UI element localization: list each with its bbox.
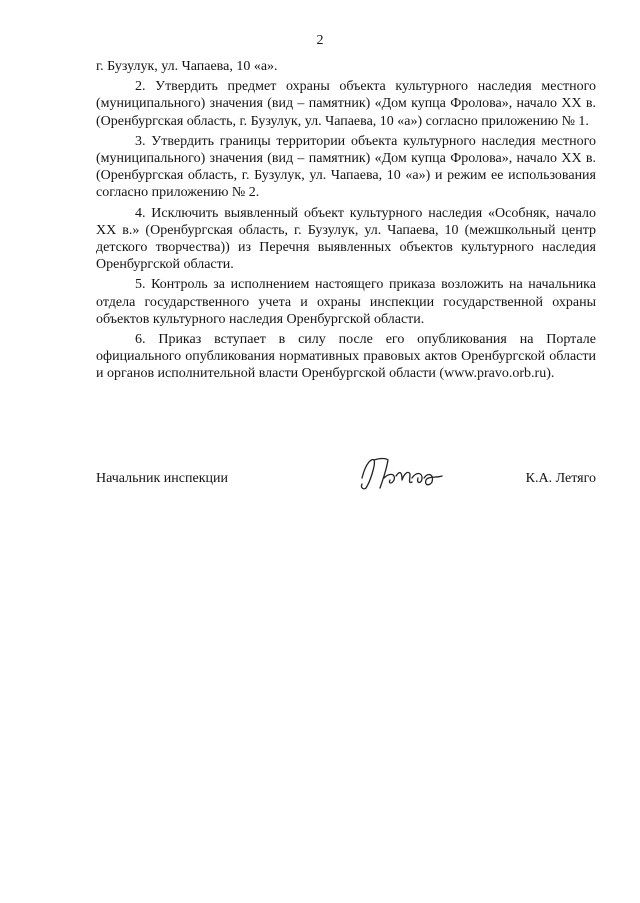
paragraph-item-3: 3. Утвердить границы территории объекта культурного наследия местного (муниципального) значения (вид – памятник) «Дом купца Фролова», начало ХХ в. (Оренбургская область, г. Бузулук, ул. Чапаева, 10 «а») и режим ее использования согласно приложению № 2. xyxy=(96,133,596,201)
paragraph-item-6: 6. Приказ вступает в силу после его опубликования на Портале официального опубликования нормативных правовых актов Оренбургской области и органов исполнительной власти Оренбургской области (www.pravo.orb.ru). xyxy=(96,332,596,382)
paragraph-address-continuation: г. Бузулук, ул. Чапаева, 10 «а». xyxy=(96,59,278,74)
page-number: 2 xyxy=(316,33,324,48)
paragraph-item-5: 5. Контроль за исполнением настоящего приказа возложить на начальника отдела государственного учета и охраны инспекции государственной охраны объектов культурного наследия Оренбургской области. xyxy=(96,277,596,327)
signatory-title: Начальник инспекции xyxy=(96,471,228,486)
signature-block xyxy=(96,460,596,500)
paragraph-item-2: 2. Утвердить предмет охраны объекта культурного наследия местного (муниципального) значения (вид – памятник) «Дом купца Фролова», начало ХХ в. (Оренбургская область, г. Бузулук, ул. Чапаева, 10 «а») согласно приложению № 1. xyxy=(96,79,596,129)
handwritten-signature xyxy=(352,452,452,494)
signatory-name: К.А. Летяго xyxy=(525,471,596,486)
document-body xyxy=(96,58,596,386)
paragraph-item-4: 4. Исключить выявленный объект культурного наследия «Особняк, начало ХХ в.» (Оренбургская область, г. Бузулук, ул. Чапаева, 10 (межшкольный центр детского творчества)) из Перечня выявленных объектов культурного наследия Оренбургской области. xyxy=(96,205,596,273)
